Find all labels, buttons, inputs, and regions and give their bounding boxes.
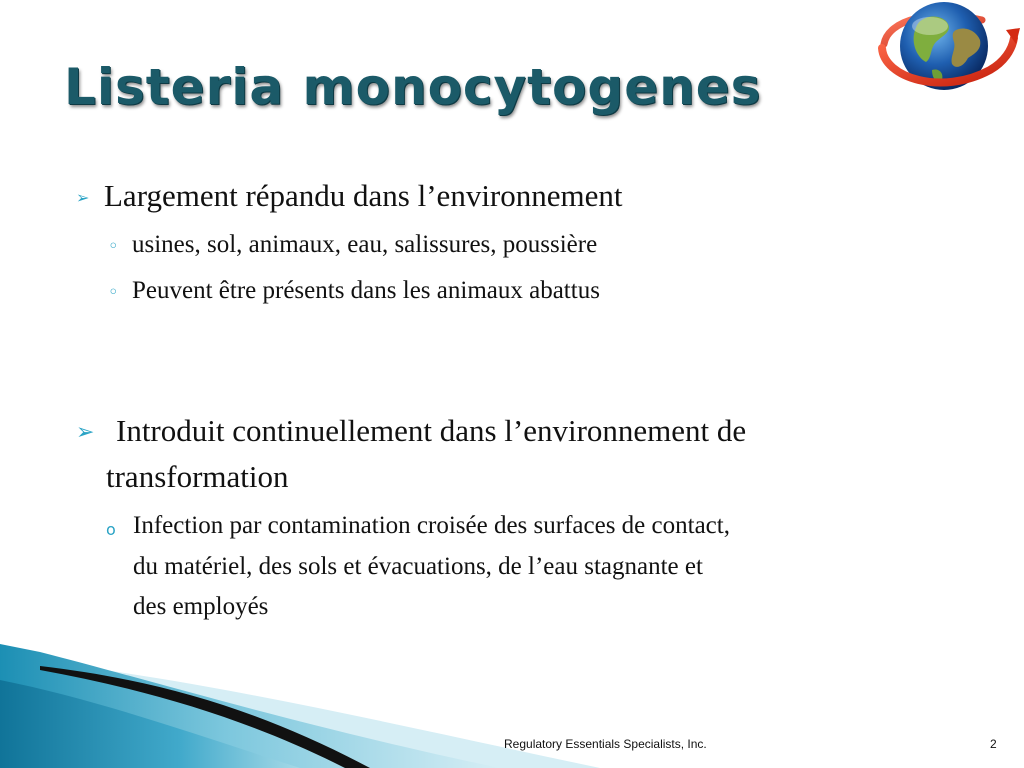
circle-bullet-icon: o (106, 520, 116, 539)
bullet-2-subitem-line-1: Infection par contamination croisée des surfaces de contact, (133, 512, 730, 539)
bullet-1-subitem-1: usines, sol, animaux, eau, salissures, poussière (132, 231, 598, 258)
arrow-bullet-icon: ➢ (76, 420, 95, 445)
circle-bullet-icon: ◦ (108, 282, 119, 303)
bullet-2-subitem-line-2: du matériel, des sols et évacuations, de l’eau stagnante et (133, 553, 703, 580)
bullet-2-line-2: transformation (106, 459, 289, 494)
slide-title: Listeria monocytogenes (64, 58, 762, 116)
footer-company: Regulatory Essentials Specialists, Inc. (504, 737, 707, 751)
arrow-bullet-icon: ➢ (76, 188, 90, 207)
page-number: 2 (990, 737, 997, 751)
bullet-1-text: Largement répandu dans l’environnement (104, 178, 623, 213)
bullet-2-line-1: Introduit continuellement dans l’environnement de (116, 413, 747, 448)
circle-bullet-icon: ◦ (108, 236, 119, 257)
bullet-2-subitem-line-3: des employés (133, 593, 269, 620)
bullet-1-subitem-2: Peuvent être présents dans les animaux abattus (132, 277, 600, 304)
